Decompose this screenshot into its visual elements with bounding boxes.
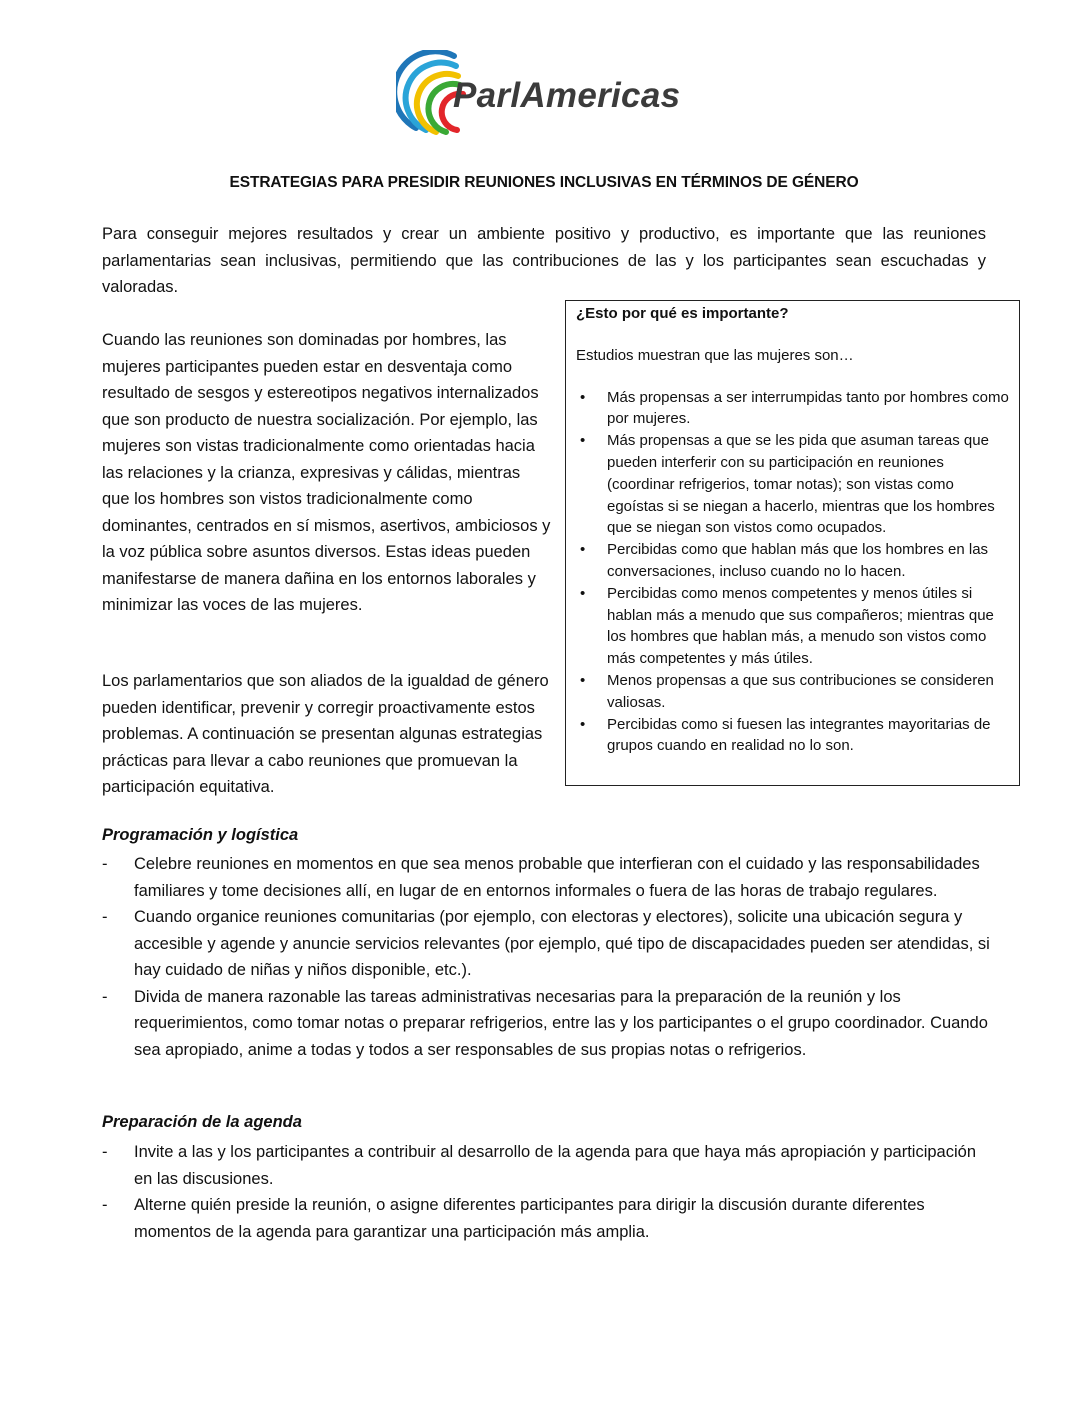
bullet-icon: •: [580, 432, 586, 450]
list-item: • Más propensas a ser interrumpidas tanto por hombres como por mujeres.: [580, 388, 1009, 428]
dash-marker: -: [102, 1143, 108, 1161]
bullet-icon: •: [580, 715, 586, 733]
dash-marker: -: [102, 1196, 108, 1214]
list-item: • Menos propensas a que sus contribuciones se consideren valiosas.: [580, 671, 994, 711]
list-item: • Percibidas como que hablan más que los hombres en las conversaciones, incluso cuando no lo hacen.: [580, 541, 989, 580]
section-heading-agenda: Preparación de la agenda: [102, 1113, 302, 1131]
list-item: - Celebre reuniones en momentos en que sea menos probable que interfieran con el cuidado y las responsabilidades familiares y tome decisiones allí, en lugar de en entornos informales o fuera de las horas de trabajo regulares.: [102, 851, 992, 904]
list-item: • Más propensas a que se les pida que asuman tareas que pueden interferir con su participación en reuniones (coordinar refrigerios, tomar notas); son vistas como egoístas si se niegan a hacerlo, mientras que los hombres que se niegan son vistos como ocupados.: [580, 432, 995, 537]
box-list: [576, 387, 1009, 758]
list-item: - Cuando organice reuniones comunitarias (por ejemplo, con electoras y electores), solicite una ubicación segura y accesible y agende y anuncie servicios relevantes (por ejemplo, qué tipo de discapacidades pueden ser atendidas, si hay cuidado de niñas y niños disponible, etc.).: [102, 904, 992, 984]
section-heading-logistics: Programación y logística: [102, 826, 299, 844]
box-lead: Estudios muestran que las mujeres son…: [576, 346, 854, 364]
agenda-list: [102, 1139, 992, 1245]
why-important-box: [565, 300, 1020, 786]
box-title: ¿Esto por qué es importante?: [576, 305, 789, 322]
list-item: • Percibidas como si fuesen las integrantes mayoritarias de grupos cuando en realidad no lo son.: [580, 715, 991, 755]
parlamericas-logo: [396, 50, 696, 142]
bullet-icon: •: [580, 671, 586, 689]
list-item: - Divida de manera razonable las tareas administrativas necesarias para la preparación de la reunión y los requerimientos, como tomar notas o preparar refrigerios, entre las y los participantes o el grupo coordinador. Cuando sea apropiado, anime a todas y todos a ser responsables de sus propias notas o refrigerios.: [102, 984, 992, 1064]
list-item: • Percibidas como menos competentes y menos útiles si hablan más a menudo que sus compañeros; mientras que los hombres que hablan más, a menudo son vistos como más competentes y más útiles.: [580, 584, 994, 668]
list-item: - Invite a las y los participantes a contribuir al desarrollo de la agenda para que haya más apropiación y participación en las discusiones.: [102, 1139, 992, 1192]
allies-paragraph: Los parlamentarios que son aliados de la igualdad de género pueden identificar, prevenir y corregir proactivamente estos problemas. A continuación se presentan algunas estrategias prácticas para llevar a cabo reuniones que promuevan la participación equitativa.: [102, 672, 549, 796]
dash-marker: -: [102, 987, 108, 1006]
dash-marker: -: [102, 908, 108, 926]
document-title: ESTRATEGIAS PARA PRESIDIR REUNIONES INCLUSIVAS EN TÉRMINOS DE GÉNERO: [229, 174, 859, 191]
bias-paragraph: Cuando las reuniones son dominadas por hombres, las mujeres participantes pueden estar en desventaja como resultado de sesgos y estereotipos negativos internalizados que son producto de nuestra socialización. Por ejemplo, las mujeres son vistas tradicionalmente como orientadas hacia las relaciones y la crianza, expresivas y cálidas, mientras que los hombres son vistos tradicionalmente como dominantes, centrados en sí mismos, asertivos, ambiciosos y la voz pública sobre asuntos diversos. Estas ideas pueden manifestarse de manera dañina en los entornos laborales y minimizar las voces de las mujeres.: [102, 331, 551, 614]
intro-paragraph: Para conseguir mejores resultados y crear un ambiente positivo y productivo, es importante que las reuniones parlamentarias sean inclusivas, permitiendo que las contribuciones de las y los participantes sean escuchadas y valoradas.: [102, 225, 986, 296]
bullet-icon: •: [580, 584, 586, 602]
list-item: - Alterne quién preside la reunión, o asigne diferentes participantes para dirigir la discusión durante diferentes momentos de la agenda para garantizar una participación más amplia.: [102, 1192, 992, 1245]
logistics-list: [102, 851, 992, 1063]
bullet-icon: •: [580, 388, 586, 406]
dash-marker: -: [102, 855, 108, 873]
bullet-icon: •: [580, 541, 586, 559]
logo-wordmark: ParlAmericas: [453, 76, 681, 115]
